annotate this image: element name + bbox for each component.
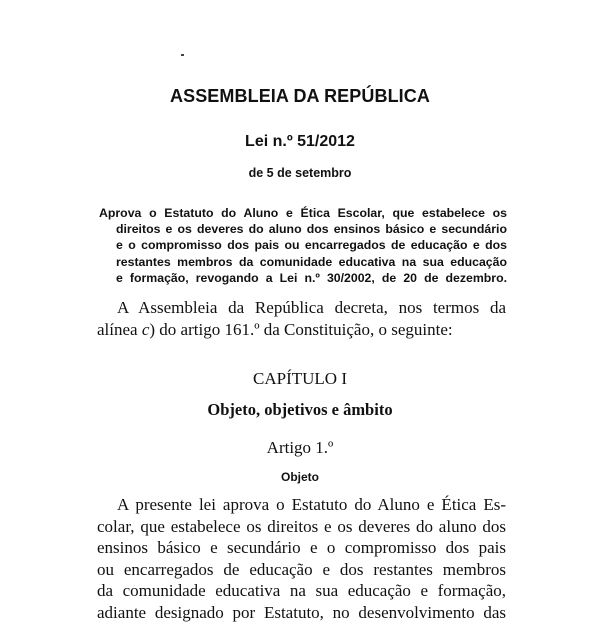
article-line: ou encarregados de educação e dos restantes membros xyxy=(97,559,506,579)
assembly-header: ASSEMBLEIA DA REPÚBLICA xyxy=(170,86,430,106)
article-line: ensinos básico e secundário e o compromisso dos pais xyxy=(97,538,506,558)
scan-mark xyxy=(181,54,184,56)
summary-line: direitos e os deveres do aluno dos ensinos básico e secundário xyxy=(116,222,507,237)
summary-line: Aprova o Estatuto do Aluno e Ética Escolar, que estabelece os xyxy=(99,206,507,220)
article-line: colar, que estabelece os direitos e os deveres do aluno dos xyxy=(97,516,506,536)
article-line: da comunidade educativa na sua educação e formação, xyxy=(97,581,506,601)
decree-line xyxy=(97,319,506,341)
law-summary xyxy=(99,205,507,286)
chapter-title: CAPÍTULO I xyxy=(253,369,347,388)
law-number: Lei n.º 51/2012 xyxy=(245,133,355,150)
article-subtitle: Objeto xyxy=(281,470,319,484)
decree-paragraph xyxy=(97,297,506,340)
summary-line: restantes membros da comunidade educativa na sua educação xyxy=(116,254,507,269)
decree-italic-letter: c xyxy=(141,319,150,339)
summary-line: e formação, revogando a Lei n.º 30/2002, de 20 de dezembro. xyxy=(116,270,507,285)
article-paragraph xyxy=(97,494,506,624)
summary-line: e o compromisso dos pais ou encarregados de educação e dos xyxy=(116,238,507,253)
law-date: de 5 de setembro xyxy=(248,166,352,180)
decree-text: alínea xyxy=(97,319,142,339)
chapter-subtitle: Objeto, objetivos e âmbito xyxy=(207,400,393,419)
decree-text: ) do artigo 161.º da Constituição, o seguinte: xyxy=(149,319,453,339)
article-title: Artigo 1.º xyxy=(266,438,334,457)
decree-line: A Assembleia da República decreta, nos termos da xyxy=(117,298,506,317)
article-line: adiante designado por Estatuto, no desenvolvimento das xyxy=(97,602,506,622)
article-line: A presente lei aprova o Estatuto do Aluno e Ética Es- xyxy=(117,495,506,514)
